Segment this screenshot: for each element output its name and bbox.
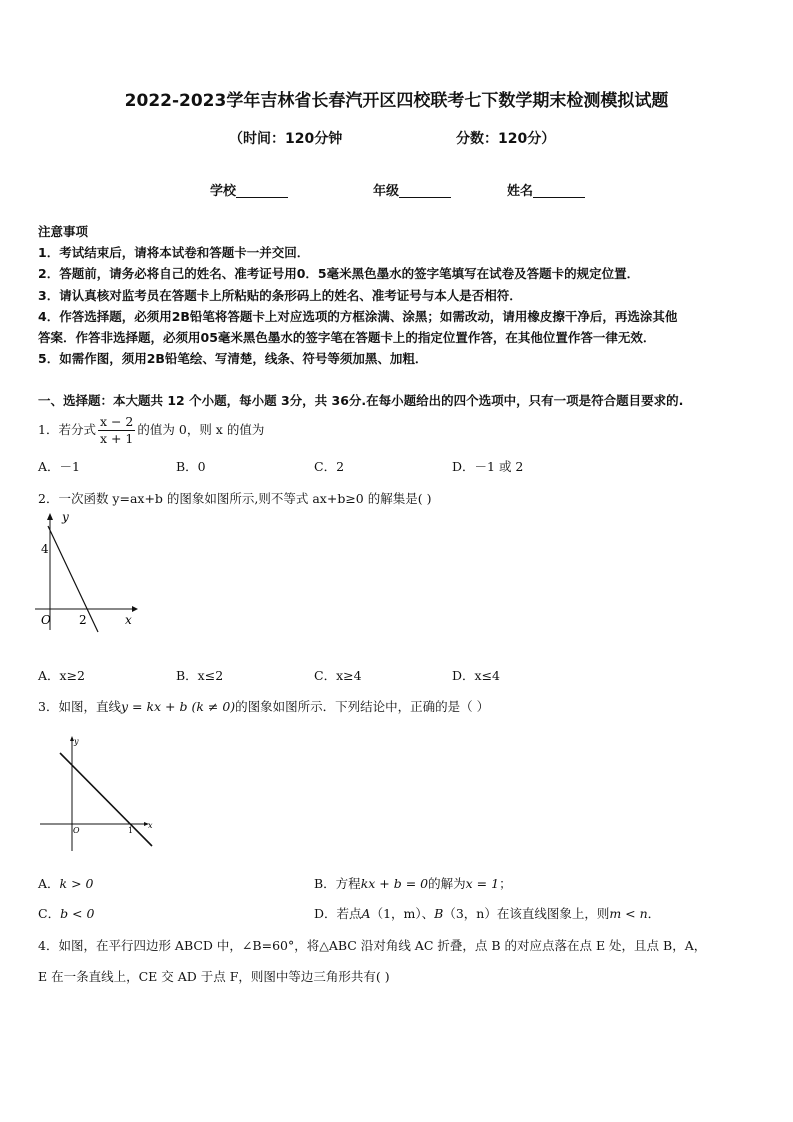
note-item: 3．请认真核对监考员在答题卡上所粘贴的条形码上的姓名、准考证号与本人是否相符． bbox=[38, 288, 522, 303]
q1-option-c[interactable]: C．2 bbox=[314, 459, 345, 474]
school-field[interactable] bbox=[210, 180, 288, 199]
q3-option-c[interactable] bbox=[38, 904, 94, 922]
q2-option-a[interactable]: A．x≥2 bbox=[38, 668, 86, 683]
note-item: 答案．作答非选择题，必须用05毫米黑色墨水的签字笔在答题卡上的指定位置作答，在其他位置作答一律无效． bbox=[38, 330, 656, 345]
school-label: 学校 bbox=[210, 184, 237, 199]
q3-option-a[interactable] bbox=[38, 874, 93, 892]
grade-label: 年级 bbox=[373, 184, 400, 199]
q2-x-arrow bbox=[132, 606, 138, 612]
q3-x-intercept-label: 1 bbox=[128, 826, 134, 835]
name-field[interactable] bbox=[507, 180, 585, 199]
grade-blank[interactable] bbox=[399, 183, 451, 198]
exam-score: 分数：120分） bbox=[456, 131, 556, 147]
q3-y-label: y bbox=[74, 737, 79, 746]
section-heading: 一、选择题：本大题共 12 个小题，每小题 3分，共 36分.在每小题给出的四个选项中，只有一项是符合题目要求的. bbox=[38, 393, 684, 408]
q1-fraction bbox=[98, 414, 135, 447]
q3-option-d[interactable] bbox=[314, 904, 660, 922]
q3-x-label: x bbox=[148, 821, 153, 830]
q2-option-b[interactable]: B．x≤2 bbox=[176, 668, 224, 683]
q3-option-d-pre: D．若点 bbox=[314, 906, 362, 921]
q3-option-c-math: b < 0 bbox=[60, 906, 95, 921]
page-title: 2022-2023学年吉林省长春汽开区四校联考七下数学期末检测模拟试题 bbox=[124, 91, 669, 111]
note-item: 5．如需作图，须用2B铅笔绘、写清楚，线条、符号等须加黑、加粗． bbox=[38, 351, 428, 366]
note-item: 1．考试结束后，请将本试卷和答题卡一并交回． bbox=[38, 245, 310, 260]
question-3 bbox=[38, 697, 489, 715]
q3-option-b-end: ； bbox=[499, 876, 512, 891]
q2-y-intercept-label: 4 bbox=[41, 542, 49, 556]
q1-suffix: 的值为 0，则 x 的值为 bbox=[137, 422, 265, 437]
q3-option-c-letter: C． bbox=[38, 906, 61, 921]
q2-option-d[interactable]: D．x≤4 bbox=[452, 668, 500, 683]
q3-option-d-b-coord: （3，n）在该直线图象上，则 bbox=[443, 906, 610, 921]
q2-x-intercept-label: 2 bbox=[79, 613, 87, 627]
question-4-line-1: 4．如图，在平行四边形 ABCD 中，∠B=60°，将△ABC 沿对角线 AC 折叠，点 B 的对应点落在点 E 处，且点 B，A， bbox=[38, 938, 707, 953]
question-1 bbox=[38, 412, 264, 448]
school-blank[interactable] bbox=[236, 183, 288, 198]
q3-option-b-math1: kx + b = 0 bbox=[360, 876, 429, 891]
q3-option-b-math2: x = 1 bbox=[465, 876, 500, 891]
q3-option-b-pre: B．方程 bbox=[314, 876, 361, 891]
grade-field[interactable] bbox=[373, 180, 451, 199]
q3-option-d-end: ． bbox=[647, 906, 661, 921]
q3-origin-label: O bbox=[73, 826, 80, 835]
q2-graph bbox=[30, 508, 145, 633]
name-blank[interactable] bbox=[533, 183, 585, 198]
q3-option-b[interactable] bbox=[314, 874, 512, 892]
question-2: 2．一次函数 y=ax+b 的图象如图所示,则不等式 ax+b≥0 的解集是( ) bbox=[38, 491, 432, 506]
q1-option-b[interactable]: B．0 bbox=[176, 459, 206, 474]
q3-option-d-point-a: A bbox=[361, 906, 371, 921]
q3-option-a-math: k > 0 bbox=[59, 876, 94, 891]
note-item: 2．答题前，请务必将自己的姓名、准考证号用0．5毫米黑色墨水的签字笔填写在试卷及答题卡的规定位置． bbox=[38, 266, 640, 281]
q3-option-b-mid: 的解为 bbox=[428, 876, 466, 891]
note-item: 4．作答选择题，必须用2B铅笔将答题卡上对应选项的方框涂满、涂黑；如需改动，请用橡皮擦干净后，再选涂其他 bbox=[38, 309, 678, 324]
exam-time: （时间：120分钟 bbox=[229, 131, 343, 147]
q2-x-label: x bbox=[125, 613, 132, 627]
q1-denominator: x + 1 bbox=[99, 431, 134, 446]
question-4-line-2: E 在一条直线上，CE 交 AD 于点 F，则图中等边三角形共有( ) bbox=[38, 969, 390, 984]
q1-prefix: 1．若分式 bbox=[38, 422, 96, 437]
q2-y-arrow bbox=[47, 513, 53, 520]
q2-line bbox=[48, 526, 98, 632]
q3-option-d-math: m < n bbox=[609, 906, 648, 921]
q3-graph bbox=[38, 733, 160, 855]
q1-option-a[interactable]: A．－1 bbox=[38, 459, 80, 474]
name-label: 姓名 bbox=[507, 184, 534, 199]
q3-prefix: 3．如图，直线 bbox=[38, 699, 121, 714]
q3-option-d-a-coord: （1，m）、 bbox=[370, 906, 435, 921]
q3-suffix: 的图象如图所示．下列结论中，正确的是（ ） bbox=[235, 699, 490, 714]
q1-option-d[interactable]: D．－1 或 2 bbox=[452, 459, 524, 474]
q3-formula: y = kx + b (k ≠ 0) bbox=[120, 699, 236, 714]
notes-heading: 注意事项 bbox=[38, 224, 89, 239]
q2-option-c[interactable]: C．x≥4 bbox=[314, 668, 362, 683]
q2-origin-label: O bbox=[41, 613, 51, 627]
q2-y-label: y bbox=[62, 510, 69, 524]
q3-option-a-letter: A． bbox=[38, 876, 60, 891]
q1-numerator: x − 2 bbox=[99, 414, 134, 429]
q3-option-d-point-b: B bbox=[434, 906, 444, 921]
